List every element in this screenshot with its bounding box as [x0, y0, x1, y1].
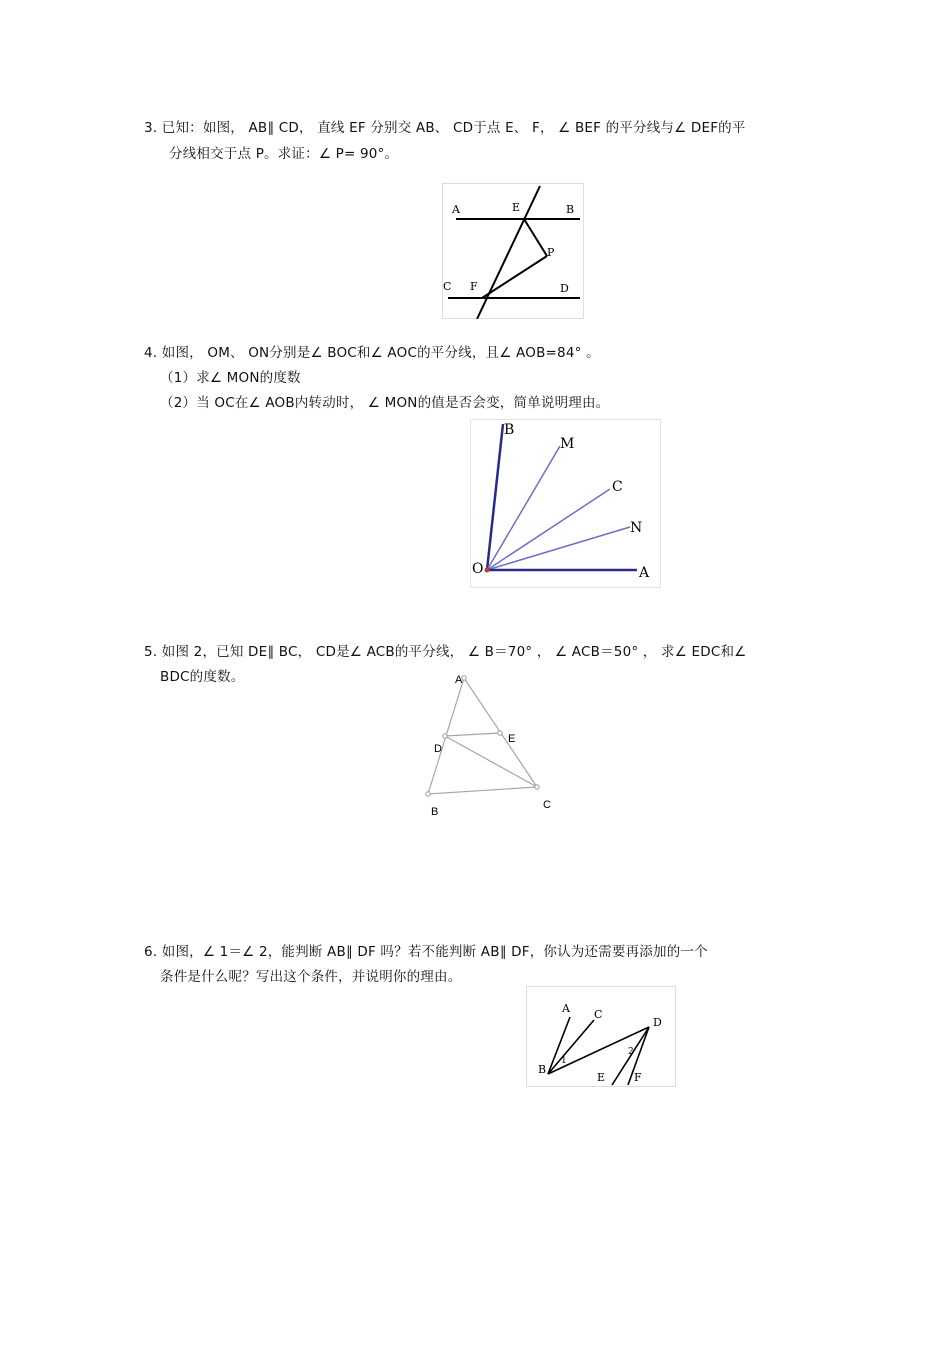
label-b: B — [566, 203, 575, 216]
figure-3-parallel-lines — [442, 183, 585, 319]
problem-3-line-1: 3. 已知：如图， AB∥ CD， 直线 EF 分别交 AB、 CD于点 E、 F， ∠ BEF 的平分线与∠ DEF的平 — [144, 120, 746, 136]
label-d: D — [653, 1016, 662, 1029]
figure-5-triangle — [420, 670, 560, 820]
problem-4-line-3: （2）当 OC在∠ AOB内转动时， ∠ MON的值是否会变，简单说明理由。 — [160, 395, 610, 411]
ray-fp — [482, 256, 547, 298]
point-o — [485, 568, 490, 573]
label-e: E — [508, 733, 516, 745]
label-c: C — [443, 280, 452, 293]
problem-6-line-1: 6. 如图，∠ 1＝∠ 2，能判断 AB∥ DF 吗？若不能判断 AB∥ DF，你认为还需要再添加的一个 — [144, 944, 708, 960]
label-c: C — [594, 1008, 603, 1021]
segment-dc — [445, 736, 537, 787]
point-e — [498, 731, 502, 735]
label-b: B — [431, 806, 439, 818]
label-p: P — [547, 246, 555, 259]
label-e: E — [512, 201, 521, 214]
label-n: N — [630, 520, 643, 536]
label-angle-1: 1 — [561, 1056, 567, 1066]
segment-de — [445, 733, 500, 736]
problem-3-line-2: 分线相交于点 P。求证：∠ P= 90°。 — [169, 146, 399, 162]
label-f: F — [634, 1071, 642, 1084]
label-c: C — [612, 479, 623, 495]
label-b: B — [504, 422, 515, 438]
problem-5-line-1: 5. 如图 2，已知 DE∥ BC， CD是∠ ACB的平分线， ∠ B＝70° ， ∠ ACB＝50° ， 求∠ EDC和∠ — [144, 644, 747, 660]
label-a: A — [639, 565, 650, 581]
problem-4-line-2: （1）求∠ MON的度数 — [160, 370, 301, 386]
ray-bc — [548, 1020, 594, 1074]
label-d: D — [560, 282, 569, 295]
label-angle-2: 2 — [628, 1047, 634, 1057]
ray-oc — [487, 489, 610, 570]
label-c: C — [543, 799, 551, 811]
figure-6-angles — [526, 986, 677, 1087]
point-d — [443, 734, 447, 738]
point-a — [462, 676, 466, 680]
figure-4-angle-bisectors — [470, 419, 662, 589]
label-a: A — [455, 674, 463, 686]
label-a: A — [452, 203, 460, 216]
point-c — [535, 785, 539, 789]
label-b: B — [538, 1063, 547, 1076]
problem-6-line-2: 条件是什么呢？写出这个条件，并说明你的理由。 — [160, 969, 462, 985]
label-d: D — [434, 743, 442, 755]
line-ef — [477, 186, 540, 319]
problem-4-line-1: 4. 如图， OM、 ON分别是∠ BOC和∠ AOC的平分线，且∠ AOB=84° 。 — [144, 345, 600, 361]
label-f: F — [470, 280, 478, 293]
label-a: A — [562, 1002, 570, 1015]
ray-ep — [524, 219, 547, 256]
point-b — [426, 792, 430, 796]
problem-5-line-2: BDC的度数。 — [160, 669, 245, 685]
label-o: O — [472, 561, 484, 577]
label-m: M — [560, 436, 575, 452]
label-e: E — [597, 1071, 606, 1084]
